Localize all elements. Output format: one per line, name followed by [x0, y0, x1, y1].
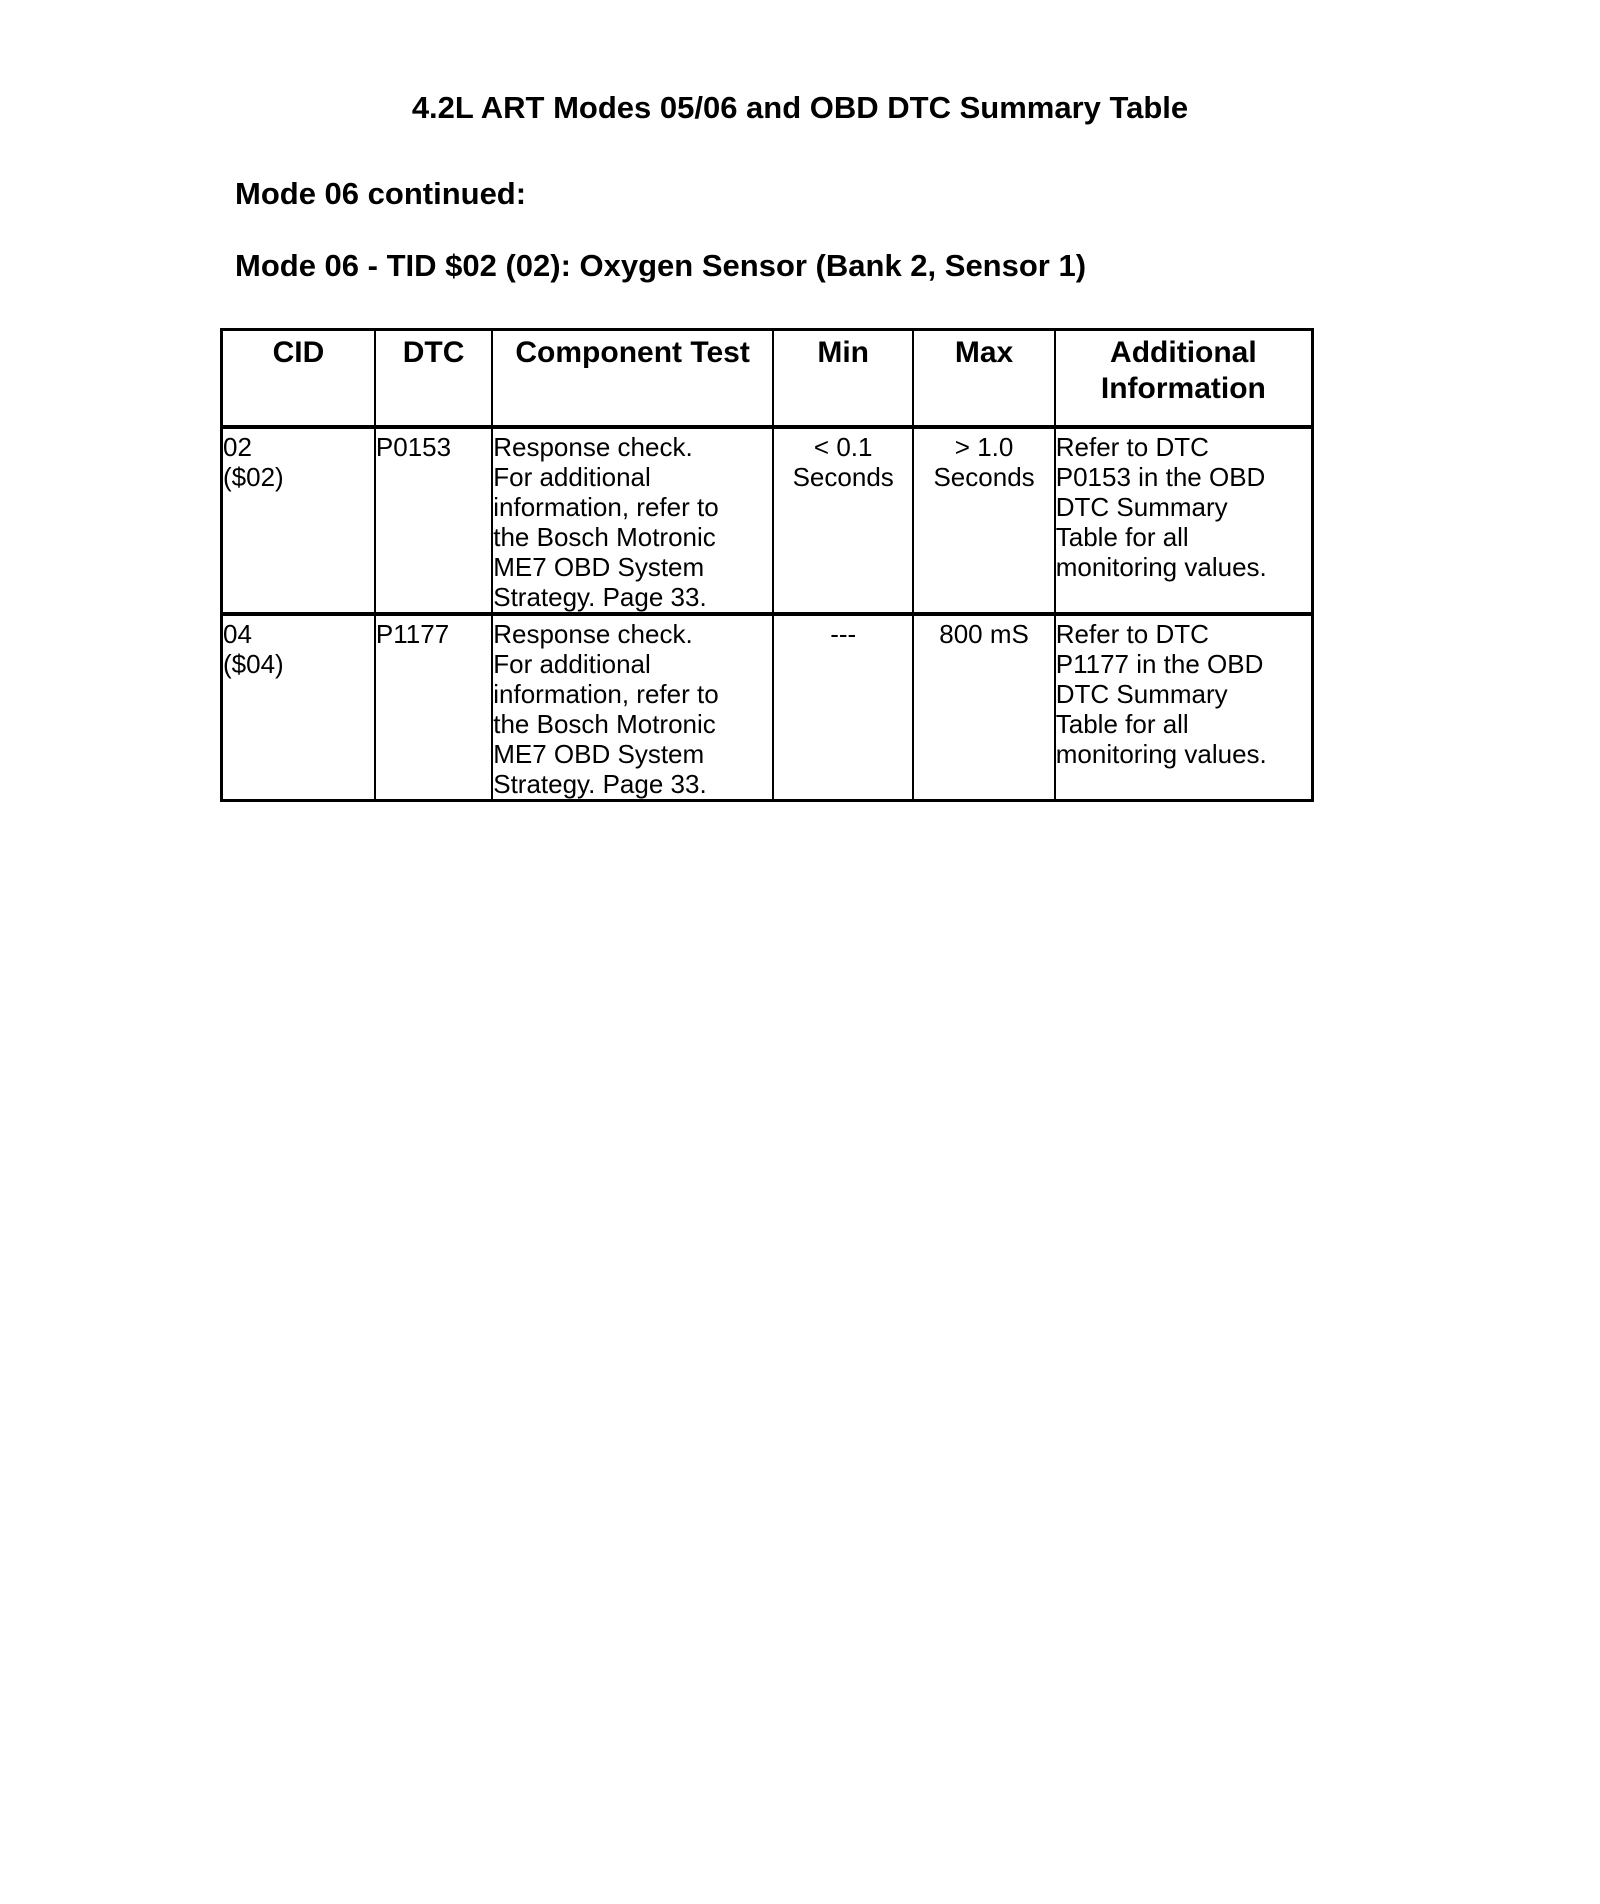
additional-information-line: P1177 in the OBD: [1055, 649, 1264, 679]
section-heading-tid: Mode 06 - TID $02 (02): Oxygen Sensor (Bank 2, Sensor 1): [235, 248, 1087, 283]
component-test-line: information, refer to: [493, 492, 719, 522]
header-component-test: Component Test: [492, 330, 773, 428]
additional-information-line: Refer to DTC: [1055, 432, 1209, 462]
cell-component-test: [492, 427, 773, 614]
header-min: Min: [773, 330, 913, 428]
cell-component-test: [492, 614, 773, 801]
cell-cid: [222, 614, 375, 801]
cid-hex-value: ($02): [223, 462, 284, 492]
additional-information-line: monitoring values.: [1055, 739, 1267, 769]
component-test-line: Response check.: [493, 432, 693, 462]
cid-hex-value: ($04): [223, 649, 284, 679]
table-row: [222, 614, 1313, 801]
table-row: [222, 427, 1313, 614]
cell-min: [773, 614, 913, 801]
cell-max: [913, 427, 1054, 614]
cell-dtc: [375, 427, 492, 614]
dtc-code: P1177: [375, 619, 450, 649]
max-value: 800 mS: [939, 619, 1029, 649]
component-test-line: Strategy. Page 33.: [493, 582, 707, 612]
cid-value: 04: [223, 619, 252, 649]
additional-information-line: Table for all: [1055, 522, 1189, 552]
min-value: ---: [830, 619, 857, 649]
additional-information-line: Refer to DTC: [1055, 619, 1209, 649]
component-test-line: ME7 OBD System: [493, 552, 705, 582]
additional-information-line: DTC Summary: [1055, 492, 1228, 522]
additional-information-line: DTC Summary: [1055, 679, 1228, 709]
section-heading-continued: Mode 06 continued:: [235, 176, 527, 211]
header-dtc: DTC: [375, 330, 492, 428]
max-value: > 1.0: [954, 432, 1014, 462]
component-test-line: For additional: [493, 462, 651, 492]
cell-additional-information: [1055, 614, 1313, 801]
cell-max: [913, 614, 1054, 801]
additional-information-line: Table for all: [1055, 709, 1189, 739]
cid-value: 02: [223, 432, 252, 462]
component-test-line: For additional: [493, 649, 651, 679]
component-test-line: information, refer to: [493, 679, 719, 709]
component-test-line: the Bosch Motronic: [493, 709, 716, 739]
component-test-line: the Bosch Motronic: [493, 522, 716, 552]
cell-dtc: [375, 614, 492, 801]
document-title: 4.2L ART Modes 05/06 and OBD DTC Summary Table: [411, 90, 1189, 125]
table-header-row: [222, 330, 1313, 428]
header-additional-information: [1055, 330, 1313, 428]
header-additional-information-line: Additional: [1110, 336, 1257, 369]
additional-information-line: P0153 in the OBD: [1055, 462, 1266, 492]
header-additional-information-line: Information: [1100, 372, 1266, 405]
cell-additional-information: [1055, 427, 1313, 614]
cell-min: [773, 427, 913, 614]
header-cid: CID: [222, 330, 375, 428]
dtc-summary-table: [220, 328, 1314, 802]
max-unit: Seconds: [933, 462, 1035, 492]
dtc-code: P0153: [375, 432, 452, 462]
component-test-line: Strategy. Page 33.: [493, 769, 707, 799]
component-test-line: Response check.: [493, 619, 693, 649]
component-test-line: ME7 OBD System: [493, 739, 705, 769]
cell-cid: [222, 427, 375, 614]
min-value: < 0.1: [813, 432, 873, 462]
header-max: Max: [913, 330, 1054, 428]
min-unit: Seconds: [792, 462, 894, 492]
additional-information-line: monitoring values.: [1055, 552, 1267, 582]
